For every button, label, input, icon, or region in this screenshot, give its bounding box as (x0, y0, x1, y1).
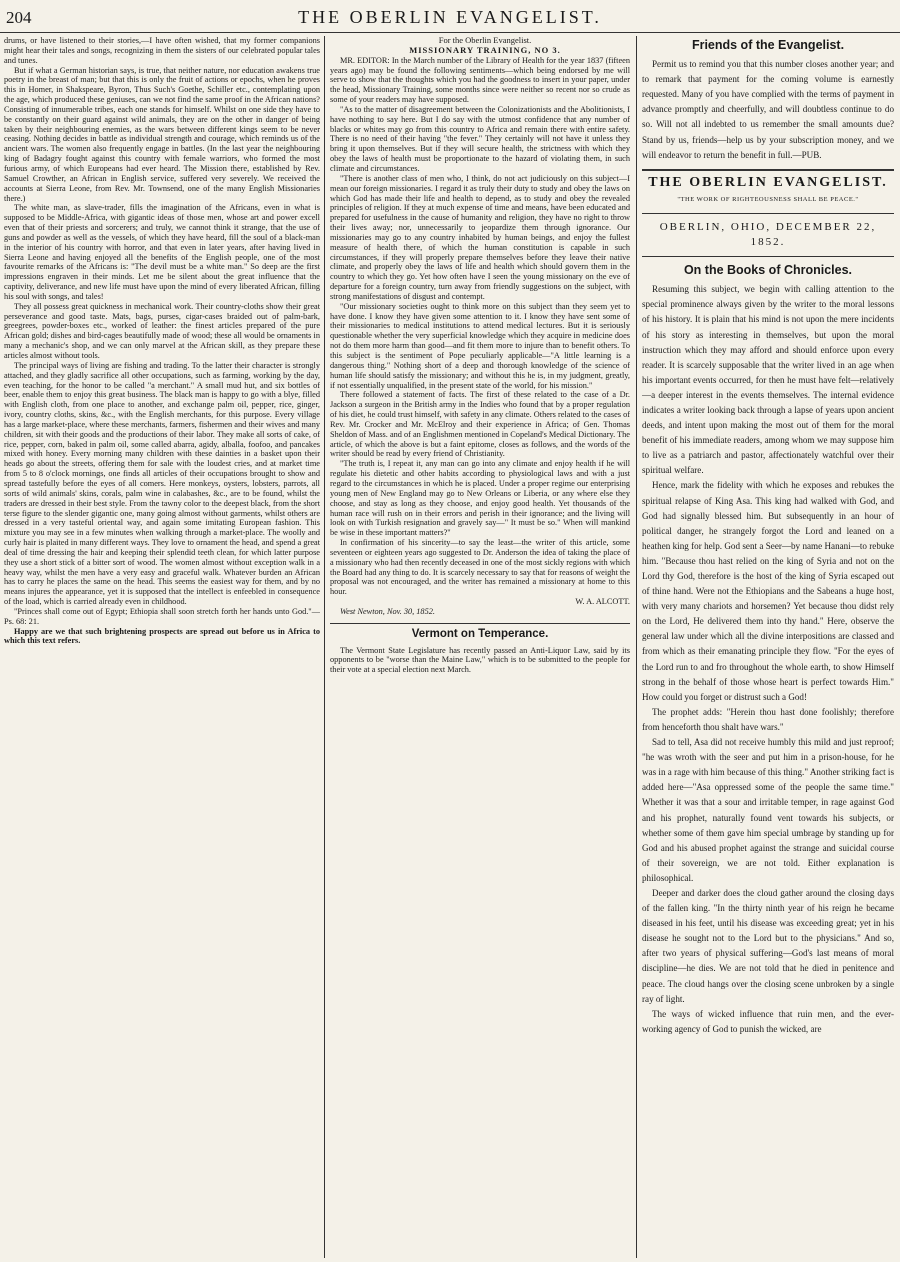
column-rule (324, 36, 325, 1258)
col1-paragraph: But if what a German historian says, is true, that neither nature, nor education awakens true poetry in the breast of man; but that this is only the fruit of actions or epochs, when he proves this in Homer, in Shakspeare, Byron, Thus Such's Goethe, Schiller etc., contemplating upon the age, which produced these geniuses, can we not find the same proof in the African nations? Consisting of innumerable tribes, each one stands for himself. Whilst on one side they have to be constantly on their guard against wild animals, they are on the other in danger of being taken by their neighbouring enemies, as the wars between different kings seem to be never ceasing. Nothing decides in battle as individual strength and courage, which reminds us of the ancient wars. The women also frequently engage in battles. (In the last year the neighbouring king of Badagry fought against this country with female warriors, who formed the most furious army, of which Europeans had ever heard. The Mission there, established by Rev. Samuel Crowther, an African in English service, suffered very severely. We received the accounts at Sierra Leone, from Rev. Mr. Townsend, one of the many English Missionaries there.) (4, 65, 320, 203)
nameplate: THE OBERLIN EVANGELIST. (648, 174, 888, 190)
col3-paragraph: Sad to tell, Asa did not receive humbly this mild and just reproof; "he was wroth with the seer and put him in a prison-house, for he was in a rage with him because of this thing." Another striking fact is added here—"Asa oppressed some of the people the same time." Whether it was that a sour and irritable temper, in rage against God and his prophet, naturally found vent towards his subjects, or whether some of them gave him special umbrage by standing up for God and his abused prophet against the strange and suicidal course of their sovereign, we are not told. Either explanation is philosophical. (642, 737, 894, 883)
col1-paragraph: The white man, as slave-trader, fills the imagination of the Africans, even in what is supposed to be Middle-Africa, with gigantic ideas of those men, whose art and power excell even that of their priests and sorcerers; and truly, we cannot think it strange, that the use of guns and powder as well as the vessels, of which they have heard, fill the soul of a black-man in the interior of his country with horror, and that even in later years, after having lived in Sierra Leone and having enjoyed all the benefits of the English people, one of the most favourite remarks of the Africans is: "The devil must be a white man." So deep are the first impressions engraven in their minds. Let me be silent about the great influence that the captivity, deliverance, and new life must have upon the mind of every liberated African, filling his soul with songs, and tales! (4, 203, 320, 301)
issue-dateline: OBERLIN, OHIO, DECEMBER 22, 1852. (659, 220, 877, 249)
divider (642, 169, 894, 171)
col2-paragraph: "Our missionary societies ought to think more on this subject than they seem yet to have done. I know they have given some attention to it. I know they have sent some of their missionaries to medical institutions to attend medical lectures. But it is seriously questionable whether the very superficial knowledge which they acquire in medicine does not do them more harm than good—and fit them more to injure than to benefit others. To this subject is the sentiment of Pope peculiarly applicable—"A little learning is a dangerous thing." Nothing short of a deep and thorough knowledge of the science of human life should satisfy the missionary; and without this he is, in my judgment, greatly, if not essentially unqualified, in the present state of the world, for his mission." (330, 301, 630, 390)
temperance-text: The Vermont State Legislature has recently passed an Anti-Liquor Law, said by its opponents to be "worse than the Maine Law," which is to be submitted to the people for their vote at a special election next March. (330, 645, 630, 675)
col1-closing: Happy are we that such brightening prospects are spread out before us in Africa to which this text refers. (4, 626, 320, 646)
running-head: THE OBERLIN EVANGELIST. (298, 7, 602, 27)
col3-paragraph: The ways of wicked influence that ruin men, and the ever-working agency of God to punish the wicked, are (642, 1008, 894, 1034)
article-source: For the Oberlin Evangelist. (438, 36, 532, 45)
friends-title: Friends of the Evangelist. (691, 38, 845, 52)
col2-paragraph: MR. EDITOR: In the March number of the Library of Health for the year 1837 (fifteen years ago) may be found the following sentiments—which being endorsed by me will serve to show that the thoughts which you had the goodness to insert in your paper, under the head, Missionary Training, some months since were neither so recent nor so crude as some of your readers may have supposed. (330, 55, 630, 105)
article-title: MISSIONARY TRAINING, NO 3. (409, 44, 561, 55)
divider (330, 623, 630, 624)
page-number: 204 (6, 8, 32, 27)
divider (642, 213, 894, 214)
col3-paragraph: Resuming this subject, we begin with calling attention to the special prominence always given by the writer to the moral lessons of his history. It is plain that his mind is not upon the mere incidents of his story as interesting in themselves, but upon the moral instruction which they may afford and should enforce upon every reader. It is scarcely supposable that the writer lived in an age when his important events occurred, for then he must have felt—relatively—a deeper interest in the events themselves. The internal evidence indicates a writer looking back through a lapse of years upon ancient deeds, and intent upon making the most out of them for the moral benefit of his immediate readers, among whom we may suppose him to live as a patriarch and pastor, affectionately watchful over their spiritual welfare. (642, 284, 894, 476)
col3-paragraph: Deeper and darker does the cloud gather around the closing days of the fallen king. "In the thirty ninth year of his reign he became diseased in his feet, until his disease was exceeding great; yet in his disease he sought not to the Lord but to the physicians." And so, after two years of physical suffering—God's last means of moral discipline—he dies. We are not told that he died in penitence and peace. The cloud hangs over the closing scene unbroken by a single ray of light. (642, 887, 894, 1004)
col1-paragraph: They all possess great quickness in mechanical work. Their country-cloths show their great perseverance and good taste. Mats, bags, purses, cigar-cases braided out of palm-bark, greegrees, powder-boxes etc., worked of leather: the finest articles prepared of the pure African gold; dishes and bird-cages beautifully made of wood; these all would be ornaments in many a mechanic's shop, and we can only marvel at the African skill, as they prepare these articles almost without tools. (4, 301, 320, 360)
col1-paragraph: drums, or have listened to their stories,—I have often wished, that my former companions might hear their tales and songs, recognizing in them the sisters of our celebrated popular tales and tunes. (4, 36, 320, 65)
author-signature: W. A. ALCOTT. (575, 597, 630, 607)
col3-paragraph: Hence, mark the fidelity with which he exposes and rebukes the spiritual relapse of King Asa. This king had walked with God, and God had signally blessed him. But subsequently in an hour of political danger, he strangely forgot the Lord and leaned on a heathen king for help. God sent a Seer—by name Hanani—to rebuke him. "Because thou hast relied on the king of Syria and not on the Lord thy God, therefore is the host of the king of Syria escaped out of thine hand. Were not the Ethiopians and the Sabeans a huge host, with very many chariots and horsemen? Yet because thou didst rely on the Lord, He delivered them into thy hand." Here, observe the general law under which all the divine interpositions are classed and from which as their emanating principle they flow. "For the eyes of the Lord run to and fro throughout the whole earth, to show Himself strong in the behalf of those whose heart is perfect towards Him." How could you forget or distrust such a God! (642, 480, 894, 702)
page-header (0, 0, 900, 33)
friends-text: Permit us to remind you that this number closes another year; and to remark that payment for the coming volume is earnestly requested. Many of you have complied with the terms of payment in advance promptly and cheerfully, and will doubtless continue to do so. Will not all indebted to us remember the small amounts due? Stand by us, friends—help us by your subscription money, and we will endeavor to return the benefit in full.—PUB. (642, 59, 894, 160)
col2-paragraph: There followed a statement of facts. The first of these related to the case of a Dr. Jackson a surgeon in the British army in the Indies who found that by a proper regulation of his diet, he could trust himself, with safety in any climate. Others related to the cases of Rev. Mr. Crocker and Mr. McElroy and their experience in Africa; of Gen. Thomas Sheldon of Mass. and of an Englishmen mentioned in Copeland's Medical Dictionary. The article, of which the above is but a faint epitome, closes as follows, and the words of the writer should be read by every friend of Christianity. (330, 390, 630, 459)
motto: "THE WORK OF RIGHTEOUSNESS SHALL BE PEACE." (677, 195, 859, 203)
col1-paragraph: The principal ways of living are fishing and trading. To the latter their character is strongly attached, and they gladly sacrifice all other occupations, such as farming, working by the day, even teaching, for the honor to be called "a merchant." A small mud hut, and six bottles of beer, enable them to enjoy this great business. The black man is happy to go with a blye, filled with English cloth, from one place to another, and exchange palm oil, pepper, rice, ginger, ivory, country cloths, skins, &c., with the English merchants, for this purpose. Every village has a large market-place, where these merchants, farmers, fishermen and their wives and many children, sit with their goods and the productions of their labor. They make all sorts of cake, of rice, pepper, corn, baked in palm oil, some called abarra, agidy, alballa, foofoo, and pancakes mixed with honey. Every morning many children with these dainties in a basket upon their heads go about the streets, offering them for sale with the loudest cries, and at market time from 5 to 8 o'clock mornings, one finds all articles of their occupations brought to show and spread tastefully before the eyes of all comers. Here monkeys, oysters, lobsters, parrots, all sorts of wild animals' skins, corals, palm wine in calabashes, &c., are to be found, whilst the traders are dressed in their best style. From the tawny color to the deepest black, from the short terse figure to the slender gigantic one, many going almost without garments, whilst others are dressed in a very tasteful oriental way, and again some imitating European fashion. This mixture you may see in a few minutes when walking through a market-place. The woolly and curly hair is plaited in many different ways. They love to ornament the head, and spend a great deal of time dressing the hair and keeping their splendid teeth clean, for which latter purpose they use a short stick of a bitter sort of wood. The women almost without exception walk in a heavy way, whilst the men have a very easy and graceful walk. Whatever burden an African has to carry he places the same on the head. This seems the easiest way for them, and by no means injures the appearance, yet it is supposed that the intellect is enfeebled in consequence of the load, which is carried already even in childhood. (4, 360, 320, 607)
temperance-title: Vermont on Temperance. (411, 627, 549, 640)
article-dateline: West Newton, Nov. 30, 1852. (340, 606, 435, 616)
column-2 (330, 36, 630, 1258)
col2-paragraph: "There is another class of men who, I think, do not act judiciously on this subject—I mean our foreign missionaries. I regard it as truly their duty to study and obey the laws on which God has made their life and health to depend, as to study and obey the revealed principles of religion. If they at much expense of time and means, have been educated and prepared for usefulness in the cause of humanity and religion, they have no right to throw their lives away; nor, unnecessarily to jeopardize them through ignorance. Our missionaries may go to any country inhabited by human beings, and enjoy the fullest measure of health there, of which the human constitution is capable in such circumstances, if they will properly prepare themselves before they leave their native climate, and properly obey the laws of life and health which should govern them in the country to which they go. Yet how often have I seen the young missionary on the eve of departure for a foreign country, turn away from friendly suggestions on the subject, with strong manifestations of disgust and contempt. (330, 173, 630, 301)
column-1 (4, 36, 320, 1258)
col2-paragraph: In confirmation of his sincerity—to say the least—the writer of this article, some seventeen or eighteen years ago suggested to Dr. Anderson the idea of taking the place of a missionary who had then recently deceased in one of the most sickly regions with which the Board had any thing to do. It is scarcely necessary to say that for reasons of weight the proposal was not encouraged, and the writer has remained a missionary at home to this hour. (330, 538, 630, 597)
col2-paragraph: "As to the matter of disagreement between the Colonizationists and the Abolitionists, I have nothing to say here. But I do say with the utmost confidence that any number of blacks or whites may go from this country to Africa and remain there with entire safety. There is no need of their having "the fever." They certainly will not have it unless they bring it upon themselves. But if they will secure health, the strictness with which they obey the laws of health must be proportionate to the hazard of violating them, in such climate and circumstances. (330, 104, 630, 173)
column-3 (642, 36, 894, 1258)
chronicles-title: On the Books of Chronicles. (683, 263, 853, 278)
scripture-quote: "Princes shall come out of Egypt; Ethiopia shall soon stretch forth her hands unto God."—Ps. 68: 21. (4, 606, 320, 626)
col2-paragraph: "The truth is, I repeat it, any man can go into any climate and enjoy health if he will regulate his dietetic and other habits according to physiological laws and with a just regard to the circumstances in which he is placed. Under a proper regime our enterprising young men of New England may go to New Orleans or Liberia, or any where else they choose, and stay as long as they choose, and enjoy good health. Yet thousands of the human race will rush on in their errors and perish in their ignorance; and the living will look on with Turkish resignation and gravely say—" It must be so." When will mankind be wise in these important matters?" (330, 459, 630, 538)
divider (642, 256, 894, 257)
column-rule (636, 36, 637, 1258)
col3-paragraph: The prophet adds: "Herein thou hast done foolishly; therefore from henceforth thou shalt have wars." (642, 706, 894, 732)
